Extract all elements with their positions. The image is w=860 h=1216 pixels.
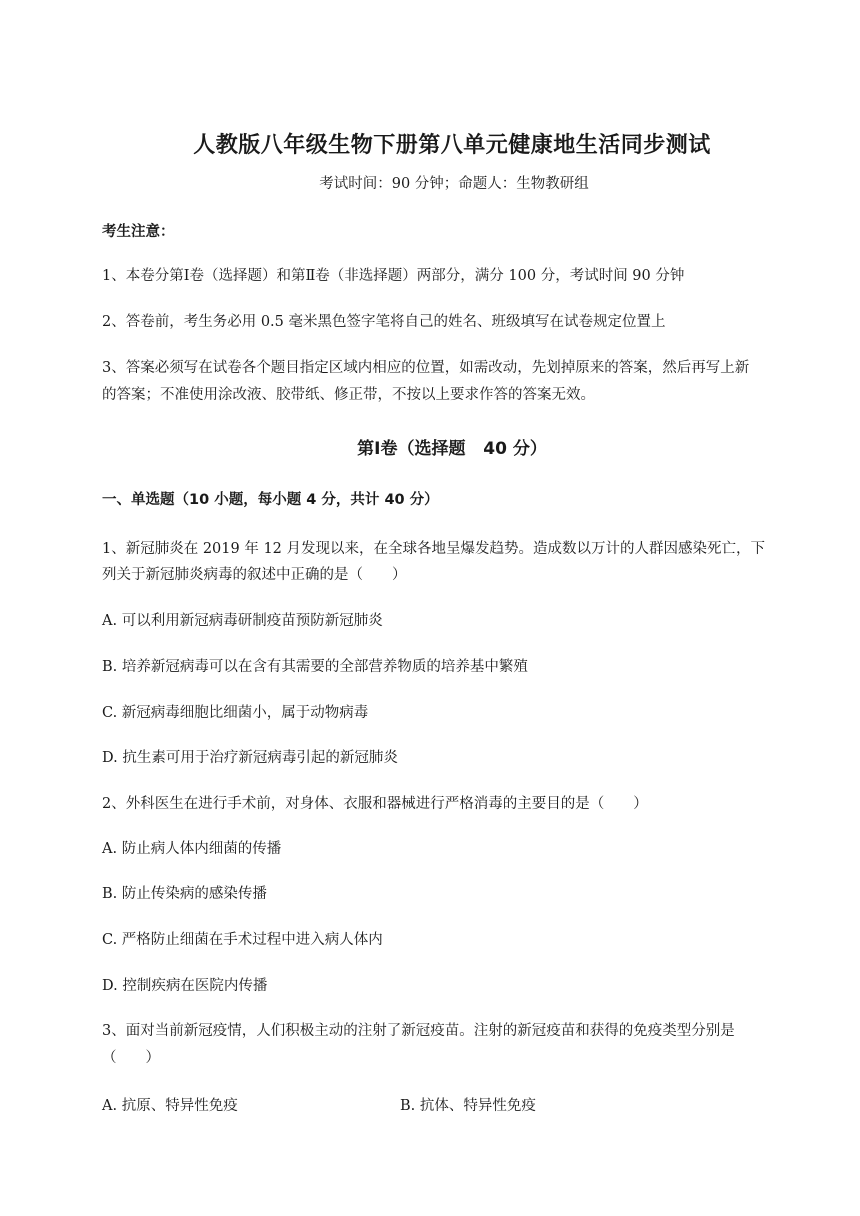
- part-heading: 一、单选题（10 小题，每小题 4 分，共计 40 分）: [102, 492, 439, 508]
- answer-option: B. 抗体、特异性免疫: [400, 1098, 536, 1114]
- question-stem: 2、外科医生在进行手术前，对身体、衣服和器械进行严格消毒的主要目的是（ ）: [102, 796, 648, 812]
- answer-option: A. 抗原、特异性免疫: [102, 1098, 238, 1114]
- notice-item: 2、答卷前，考生务必用 0.5 毫米黑色签字笔将自己的姓名、班级填写在试卷规定位置上: [102, 314, 666, 330]
- answer-option: D. 抗生素可用于治疗新冠病毒引起的新冠肺炎: [102, 750, 398, 766]
- answer-option: A. 可以利用新冠病毒研制疫苗预防新冠肺炎: [102, 613, 383, 629]
- answer-option: A. 防止病人体内细菌的传播: [102, 841, 282, 857]
- answer-option: C. 新冠病毒细胞比细菌小，属于动物病毒: [102, 705, 369, 721]
- notice-item: 1、本卷分第Ⅰ卷（选择题）和第Ⅱ卷（非选择题）两部分，满分 100 分，考试时间 90 分钟: [102, 268, 685, 284]
- notice-item-continued: 的答案；不准使用涂改液、胶带纸、修正带，不按以上要求作答的答案无效。: [102, 387, 595, 403]
- answer-option: D. 控制疾病在医院内传播: [102, 978, 268, 994]
- question-stem: 1、新冠肺炎在 2019 年 12 月发现以来，在全球各地呈爆发趋势。造成数以万计的人群因感染死亡，下: [102, 541, 766, 557]
- notice-item: 3、答案必须写在试卷各个题目指定区域内相应的位置，如需改动，先划掉原来的答案，然后再写上新: [102, 360, 750, 376]
- section-title: 第Ⅰ卷（选择题 40 分）: [357, 439, 547, 459]
- answer-option: B. 防止传染病的感染传播: [102, 886, 267, 902]
- notice-heading: 考生注意：: [102, 224, 175, 240]
- answer-option: C. 严格防止细菌在手术过程中进入病人体内: [102, 932, 383, 948]
- document-title: 人教版八年级生物下册第八单元健康地生活同步测试: [193, 133, 711, 158]
- question-stem-continued: （ ）: [102, 1050, 160, 1066]
- answer-option: B. 培养新冠病毒可以在含有其需要的全部营养物质的培养基中繁殖: [102, 659, 528, 675]
- question-stem-continued: 列关于新冠肺炎病毒的叙述中正确的是（ ）: [102, 567, 407, 583]
- question-stem: 3、面对当前新冠疫情，人们积极主动的注射了新冠疫苗。注射的新冠疫苗和获得的免疫类型分别是: [102, 1023, 735, 1039]
- document-subtitle: 考试时间：90 分钟；命题人：生物教研组: [319, 176, 589, 192]
